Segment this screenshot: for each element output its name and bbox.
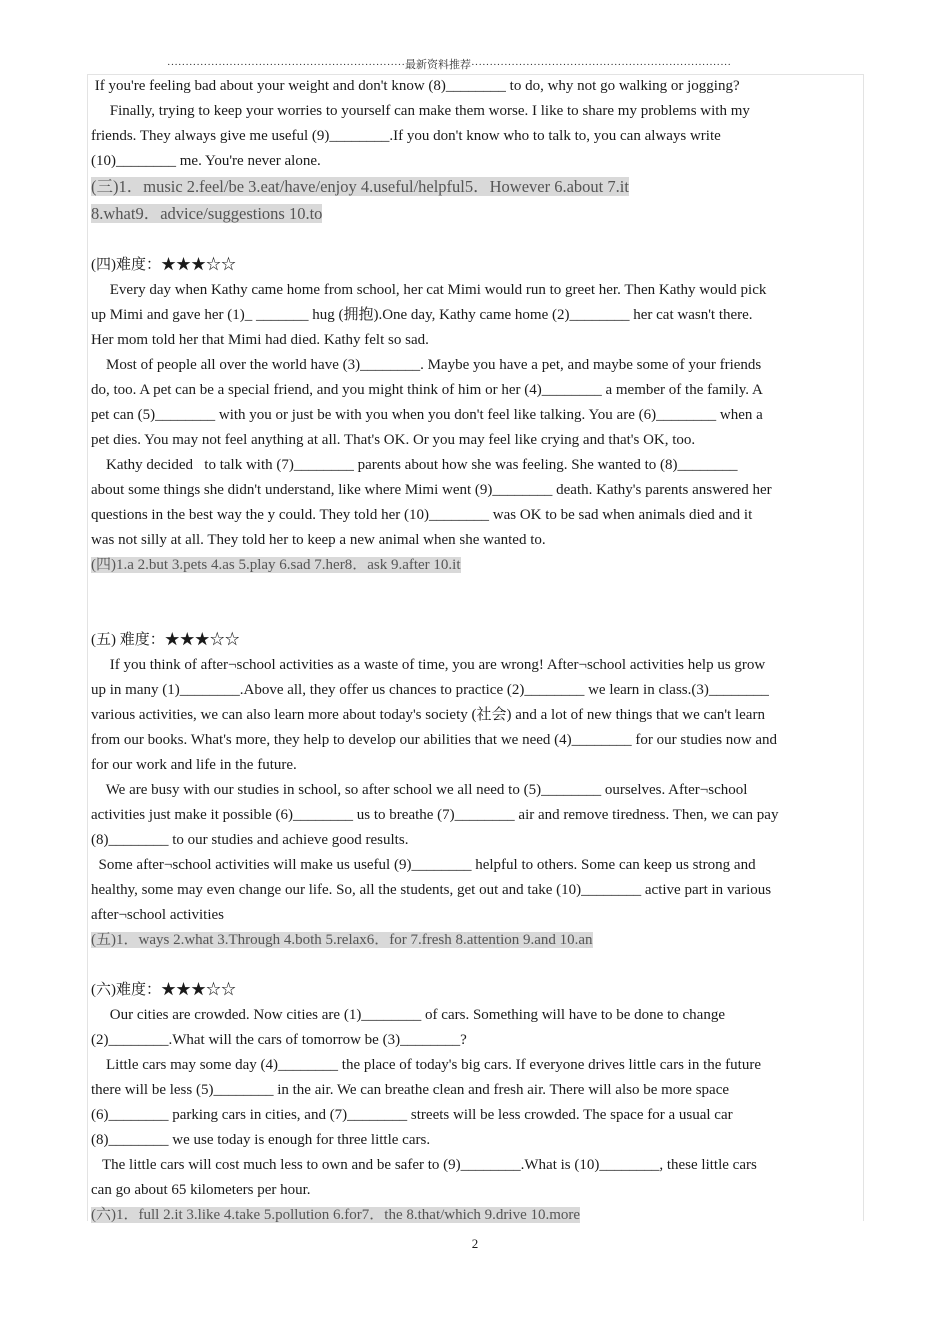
- text-line: Kathy decided to talk with (7)________ parents about how she was feeling. She wanted to (8)________: [91, 457, 738, 473]
- text-line: questions in the best way the y could. They told her (10)________ was OK to be sad when animals died and it: [91, 507, 753, 523]
- text-line: (8)________ we use today is enough for three little cars.: [91, 1132, 431, 1148]
- answer-key: (五)1．ways 2.what 3.Through 4.both 5.relax6．for 7.fresh 8.attention 9.and 10.an: [91, 932, 593, 948]
- text-line: If you're feeling bad about your weight and don't know (8)________ to do, why not go walking or jogging?: [91, 78, 740, 94]
- section-title: (五) 难度：★★★☆☆: [91, 632, 240, 648]
- text-line: Some after¬school activities will make us useful (9)________ helpful to others. Some can keep us strong and: [91, 857, 756, 873]
- text-line: up Mimi and gave her (1)_ _______ hug (拥抱).One day, Kathy came home (2)________ her cat wasn't there.: [91, 307, 753, 323]
- text-line: Little cars may some day (4)________ the place of today's big cars. If everyone drives little cars in the future: [91, 1057, 761, 1073]
- document-body: [91, 74, 863, 1228]
- text-line: We are busy with our studies in school, so after school we all need to (5)________ ourselves. After¬school: [91, 782, 748, 798]
- text-line: up in many (1)________.Above all, they offer us chances to practice (2)________ we learn in class.(3)________: [91, 682, 769, 698]
- text-line: there will be less (5)________ in the air. We can breathe clean and fresh air. There will also be more space: [91, 1082, 730, 1098]
- answer-key: (三)1．music 2.feel/be 3.eat/have/enjoy 4.useful/helpful5．However 6.about 7.it: [91, 177, 629, 196]
- text-line: for our work and life in the future.: [91, 757, 297, 773]
- section-4: [91, 253, 863, 578]
- text-line: can go about 65 kilometers per hour.: [91, 1182, 311, 1198]
- text-line: activities just make it possible (6)________ us to breathe (7)________ air and remove tiredness. Then, we can pay: [91, 807, 779, 823]
- text-line: Every day when Kathy came home from school, her cat Mimi would run to greet her. Then Kathy would pick: [91, 282, 767, 298]
- text-line: pet dies. You may not feel anything at all. That's OK. Or you may feel like crying and that's OK, too.: [91, 432, 696, 448]
- text-line: Her mom told her that Mimi had died. Kathy felt so sad.: [91, 332, 429, 348]
- text-line: The little cars will cost much less to own and be safer to (9)________.What is (10)________, these little cars: [91, 1157, 757, 1173]
- section-title: (六)难度：★★★☆☆: [91, 982, 236, 998]
- answer-key: (六)1．full 2.it 3.like 4.take 5.pollution 6.for7．the 8.that/which 9.drive 10.more: [91, 1207, 581, 1223]
- text-line: Finally, trying to keep your worries to yourself can make them worse. I like to share my problems with my: [91, 103, 750, 119]
- text-line: (2)________.What will the cars of tomorrow be (3)________?: [91, 1032, 467, 1048]
- text-line: (8)________ to our studies and achieve good results.: [91, 832, 409, 848]
- text-line: after¬school activities: [91, 907, 224, 923]
- answer-key: (四)1.a 2.but 3.pets 4.as 5.play 6.sad 7.her8．ask 9.after 10.it: [91, 557, 461, 573]
- section-3: [91, 74, 863, 228]
- section-6: [91, 978, 863, 1228]
- text-line: If you think of after¬school activities as a waste of time, you are wrong! After¬school activities help us grow: [91, 657, 766, 673]
- text-line: (10)________ me. You're never alone.: [91, 153, 321, 169]
- text-line: (6)________ parking cars in cities, and (7)________ streets will be less crowded. The space for a usual car: [91, 1107, 733, 1123]
- text-line: was not silly at all. They told her to keep a new animal when she wanted to.: [91, 532, 546, 548]
- text-line: from our books. What's more, they help to develop our abilities that we need (4)________ for our studies now and: [91, 732, 778, 748]
- answer-key: 8.what9．advice/suggestions 10.to: [91, 204, 323, 223]
- text-line: pet can (5)________ with you or just be with you when you don't feel like talking. You are (6)________ when a: [91, 407, 763, 423]
- text-line: about some things she didn't understand, like where Mimi went (9)________ death. Kathy's parents answered her: [91, 482, 772, 498]
- text-line: Our cities are crowded. Now cities are (1)________ of cars. Something will have to be done to change: [91, 1007, 725, 1023]
- text-line: healthy, some may even change our life. So, all the students, get out and take (10)________ active part in various: [91, 882, 772, 898]
- page-number: 2: [471, 1236, 479, 1251]
- text-line: various activities, we can also learn more about today's society (社会) and a lot of new things that we can't learn: [91, 707, 765, 723]
- section-title: (四)难度：★★★☆☆: [91, 257, 236, 273]
- section-5: [91, 628, 863, 953]
- text-line: do, too. A pet can be a special friend, and you might think of him or her (4)________ a member of the family. A: [91, 382, 763, 398]
- text-line: friends. They always give me useful (9)________.If you don't know who to talk to, you can always write: [91, 128, 721, 144]
- text-line: Most of people all over the world have (3)________. Maybe you have a pet, and maybe some of your friends: [91, 357, 762, 373]
- page-header: ·································································最新资料推荐·······································································: [166, 59, 732, 71]
